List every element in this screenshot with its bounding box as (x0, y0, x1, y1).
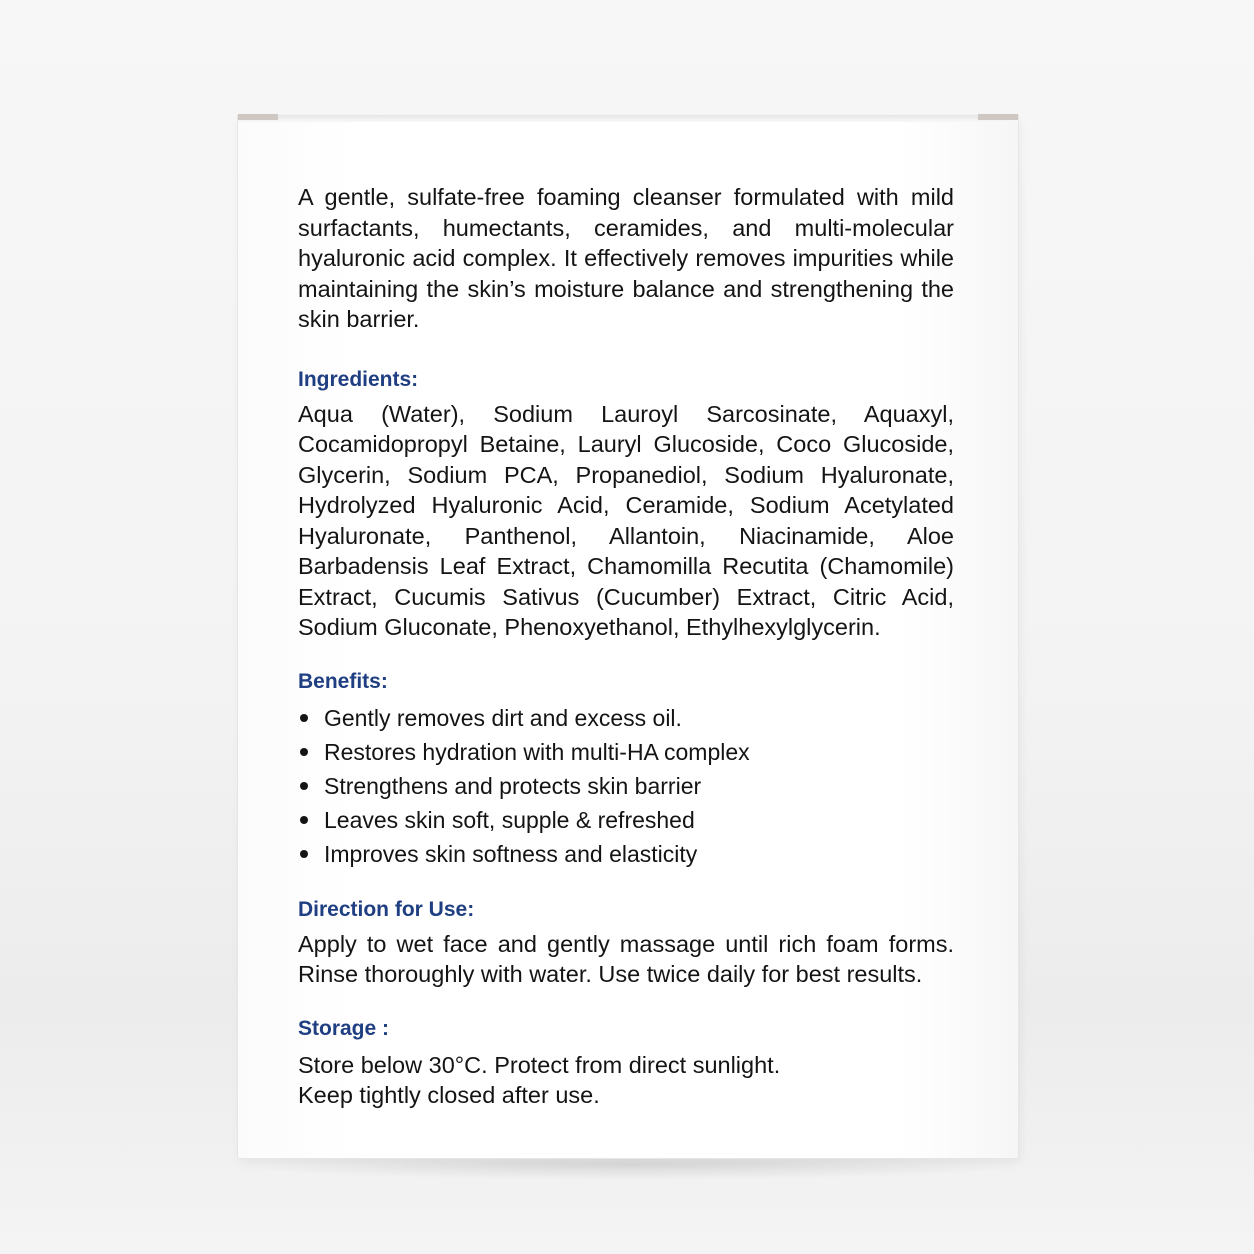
benefit-item (298, 769, 954, 803)
box-flap-left (238, 114, 278, 120)
benefit-item (298, 735, 954, 769)
benefit-text: Gently removes dirt and excess oil. (324, 704, 682, 731)
storage-heading: Storage : (298, 1016, 390, 1040)
box-top-edge (238, 116, 1018, 122)
direction-heading: Direction for Use: (298, 897, 475, 921)
storage-text (298, 1050, 954, 1111)
ingredients-list: Aqua (Water), Sodium Lauroyl Sarcosinate, Aquaxyl, Cocamidopropyl Betaine, Lauryl Glucoside, Coco Glucoside, Glycerin, Sodium PCA, Propanediol, Sodium Hyaluronate, Hydrolyzed Hyaluronic Acid, Ceramide, Sodium Acetylated Hyaluronate, Panthenol, Allantoin, Niacinamide, Aloe Barbadensis Leaf Extract, Chamomilla Recutita (Chamomile) Extract, Cucumis Sativus (Cucumber) Extract, Citric Acid, Sodium Gluconate, Phenoxyethanol, Ethylhexylglycerin. (298, 400, 954, 640)
benefit-text: Improves skin softness and elasticity (324, 840, 698, 867)
benefits-heading: Benefits: (298, 669, 388, 693)
benefit-item (298, 701, 954, 735)
benefit-text: Restores hydration with multi-HA complex (324, 738, 750, 765)
direction-text: Apply to wet face and gently massage until rich foam forms. Rinse thoroughly with water. Use twice daily for best results. (298, 930, 954, 987)
bullet-icon (300, 748, 308, 756)
bullet-icon (300, 850, 308, 858)
box-flap-right (978, 114, 1018, 120)
benefit-item (298, 803, 954, 837)
benefits-list (298, 701, 954, 871)
benefit-text: Strengthens and protects skin barrier (324, 772, 702, 799)
product-description: A gentle, sulfate-free foaming cleanser formulated with mild surfactants, humectants, ceramides, and multi-molecular hyaluronic acid complex. It effectively removes impurities while maintaining the skin’s moisture balance and strengthening the skin barrier. (298, 184, 954, 332)
ingredients-heading: Ingredients: (298, 367, 419, 391)
benefit-item (298, 837, 954, 871)
label-content (298, 182, 954, 1111)
bullet-icon (300, 816, 308, 824)
storage-line: Keep tightly closed after use. (298, 1082, 600, 1108)
benefit-text: Leaves skin soft, supple & refreshed (324, 806, 695, 833)
bullet-icon (300, 782, 308, 790)
storage-line: Store below 30°C. Protect from direct sunlight. (298, 1051, 781, 1078)
product-box-back-panel (238, 116, 1018, 1158)
bullet-icon (300, 714, 308, 722)
